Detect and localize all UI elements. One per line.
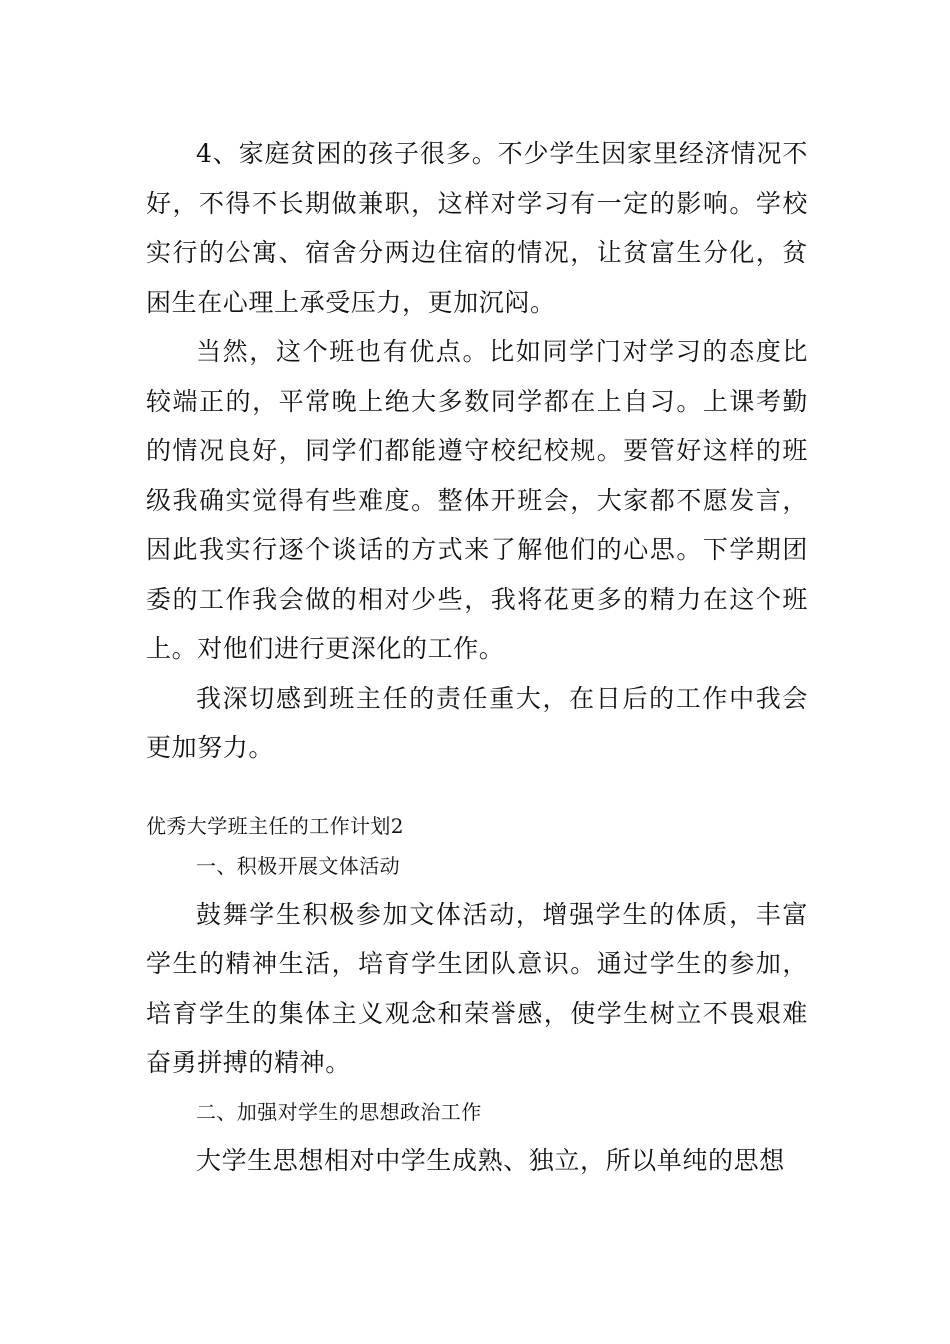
paragraph-conclusion: 我深切感到班主任的责任重大，在日后的工作中我会更加努力。: [146, 683, 808, 762]
subheading-spacer: [146, 881, 808, 890]
paragraph-political-work: 大学生思想相对中学生成熟、独立，所以单纯的思想: [196, 1145, 785, 1175]
section-title: 优秀大学班主任的工作计划2: [146, 813, 404, 838]
document-body: [146, 129, 808, 1185]
section-spacer: [146, 773, 808, 811]
heading-spacer: [146, 841, 808, 851]
paragraph-poor-students: 4、家庭贫困的孩子很多。不少学生因家里经济情况不好，不得不长期做兼职，这样对学习有一定的影响。学校实行的公寓、宿舍分两边住宿的情况，让贫富生分化，贫困生在心理上承受压力，更加沉闷。: [146, 139, 808, 317]
paragraph-activities: 鼓舞学生积极参加文体活动，增强学生的体质，丰富学生的精神生活，培育学生团队意识。通过学生的参加，培育学生的集体主义观念和荣誉感，使学生树立不畏艰难奋勇拼搏的精神。: [146, 899, 808, 1077]
subheading-spacer: [146, 1127, 808, 1136]
paragraph-class-strengths: 当然，这个班也有优点。比如同学门对学习的态度比较端正的，平常晚上绝大多数同学都在上自习。上课考勤的情况良好，同学们都能遵守校纪校规。要管好这样的班级我确实觉得有些难度。整体开班会，大家都不愿发言，因此我实行逐个谈话的方式来了解他们的心思。下学期团委的工作我会做的相对少些，我将花更多的精力在这个班上。对他们进行更深化的工作。: [146, 337, 808, 663]
subheading-political-work: 二、加强对学生的思想政治工作: [196, 1099, 482, 1124]
subheading-spacer: [146, 1088, 808, 1097]
subheading-activities: 一、积极开展文体活动: [196, 853, 400, 878]
